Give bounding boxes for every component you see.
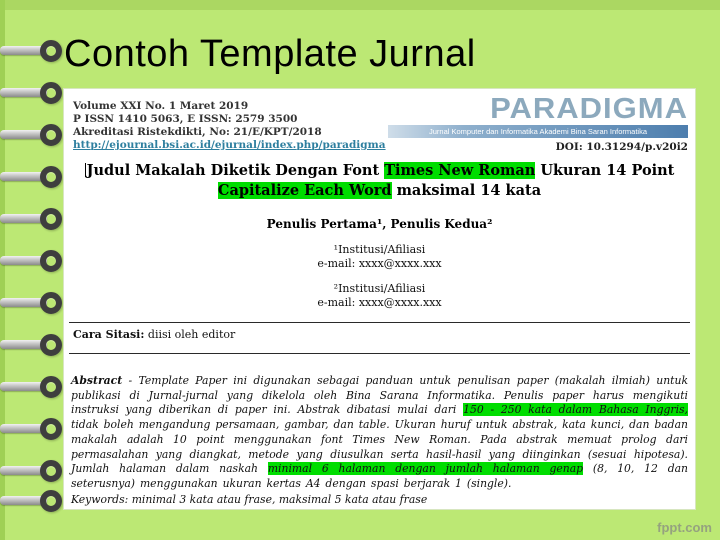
spiral-binding-ring xyxy=(0,418,64,440)
affiliation-2: ²Institusi/Afiliasi xyxy=(333,282,426,295)
abstract-segment: tidak boleh mengandung persamaan, gambar, dan table. Ukuran huruf untuk abstrak, kata kunci, dan badan makalah adalah 10 point menggunakan font Times New Roman. Pada abstrak memuat prolog dari permasalahan yang diangkat, metode yang diusulkan serta hasil-hasil yang diinginkan (sesuai hipotesa). Jumlah halaman dalam naskah xyxy=(71,418,688,476)
journal-akreditasi: Akreditasi Ristekdikti, No: 21/E/KPT/2018 xyxy=(73,126,322,138)
abstract-label: Abstract xyxy=(71,374,123,387)
slide-top-strip xyxy=(0,0,720,10)
citation-label: Cara Sitasi: xyxy=(73,328,145,341)
journal-logo-block xyxy=(388,92,688,153)
keywords-line: Keywords: minimal 3 kata atau frase, maksimal 5 kata atau frase xyxy=(71,493,428,506)
paper-title xyxy=(74,161,685,201)
journal-volume: Volume XXI No. 1 Maret 2019 xyxy=(73,100,249,112)
text-cursor xyxy=(85,163,86,177)
abstract-segment: (8, 10, 12 dan seterusnya) menggunakan ukuran kertas A4 dengan spasi berjarak 1 (single). xyxy=(71,462,688,490)
authors-block xyxy=(64,217,695,309)
spiral-binding-ring xyxy=(0,376,64,398)
slide-title: Contoh Template Jurnal xyxy=(64,33,476,75)
ring-icon xyxy=(40,376,62,398)
fppt-watermark: fppt.com xyxy=(657,520,712,535)
paper-title-segment: maksimal 14 kata xyxy=(391,182,542,199)
ring-icon xyxy=(40,208,62,230)
spiral-binding-ring xyxy=(0,208,64,230)
spiral-binding-ring xyxy=(0,124,64,146)
ring-icon xyxy=(40,460,62,482)
divider-line-bottom xyxy=(69,353,690,354)
author-names: Penulis Pertama¹, Penulis Kedua² xyxy=(266,217,493,231)
abstract-highlight: minimal 6 halaman dengan jumlah halaman genap xyxy=(267,462,584,476)
email-1: e-mail: xxxx@xxxx.xxx xyxy=(317,256,442,270)
affiliation-1: ¹Institusi/Afiliasi xyxy=(333,243,426,256)
paper-title-highlight: Times New Roman xyxy=(384,162,536,179)
ring-icon xyxy=(40,418,62,440)
abstract-segment: - Template Paper ini digunakan sebagai panduan untuk penulisan paper (makalah ilmiah) untuk publikasi di Jurnal-jurnal yang dikelola oleh Bina Sarana Informatika. Penulis paper harus mengikuti instruksi yang diberikan di paper ini. Abstrak dibatasi mulai dari xyxy=(71,374,688,417)
journal-issn: P ISSN 1410 5063, E ISSN: 2579 3500 xyxy=(73,113,298,125)
paper-title-segment: Ukuran 14 Point xyxy=(535,162,675,179)
abstract-highlight: 150 - 250 kata dalam Bahasa Inggris, xyxy=(463,403,688,417)
spiral-binding-ring xyxy=(0,82,64,104)
ring-icon xyxy=(40,490,62,512)
spiral-binding-ring xyxy=(0,334,64,356)
divider-line-top xyxy=(69,322,690,323)
ring-icon xyxy=(40,334,62,356)
spiral-binding-ring xyxy=(0,460,64,482)
spiral-binding-ring xyxy=(0,490,64,512)
ring-icon xyxy=(40,166,62,188)
spiral-binding-ring xyxy=(0,166,64,188)
ring-icon xyxy=(40,82,62,104)
spiral-binding-ring xyxy=(0,250,64,272)
journal-url-link[interactable]: http://ejournal.bsi.ac.id/ejurnal/index.php/paradigma xyxy=(73,139,386,151)
doi-text: DOI: 10.31294/p.v20i2 xyxy=(555,141,688,153)
ring-icon xyxy=(40,124,62,146)
citation-line xyxy=(73,328,235,341)
email-2: e-mail: xxxx@xxxx.xxx xyxy=(317,295,442,309)
spiral-binding-ring xyxy=(0,40,64,62)
ring-icon xyxy=(40,40,62,62)
ring-icon xyxy=(40,292,62,314)
journal-template-document xyxy=(63,88,696,510)
spiral-binding-ring xyxy=(0,292,64,314)
ring-icon xyxy=(40,250,62,272)
paradigma-logo: PARADIGMA xyxy=(490,92,688,125)
abstract-paragraph xyxy=(71,374,688,492)
logo-tagline-banner: Jurnal Komputer dan Informatika Akademi Bina Saran Informatika xyxy=(388,125,688,138)
paper-title-highlight: Capitalize Each Word xyxy=(217,182,392,199)
citation-value: diisi oleh editor xyxy=(144,328,236,341)
journal-header-block xyxy=(73,100,386,152)
paper-title-segment: Judul Makalah Diketik Dengan Font xyxy=(86,162,385,179)
